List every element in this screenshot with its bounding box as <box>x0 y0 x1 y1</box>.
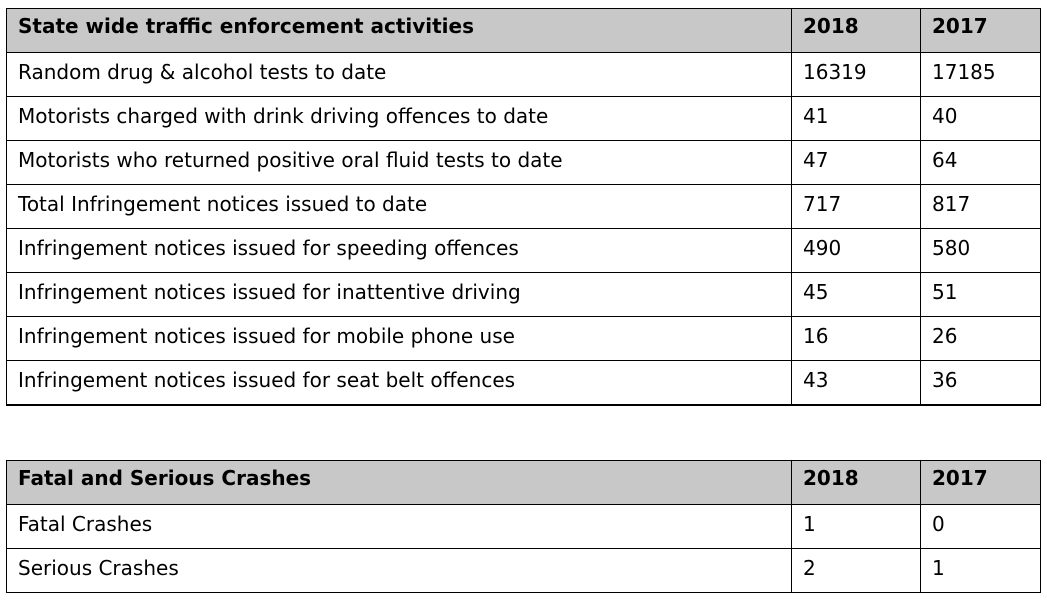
value-2018: 717 <box>792 185 921 229</box>
value-2018: 41 <box>792 97 921 141</box>
enforcement-table <box>6 8 1041 406</box>
row-label: Infringement notices issued for mobile phone use <box>7 317 792 361</box>
table-row <box>7 273 1041 317</box>
row-label: Motorists who returned positive oral fluid tests to date <box>7 141 792 185</box>
table-row <box>7 317 1041 361</box>
column-header-2018: 2018 <box>792 9 921 53</box>
value-2018: 43 <box>792 361 921 405</box>
table-header-row <box>7 9 1041 53</box>
column-header-crashes: Fatal and Serious Crashes <box>7 461 792 505</box>
value-2018: 16319 <box>792 53 921 97</box>
column-header-activity: State wide traffic enforcement activities <box>7 9 792 53</box>
value-2018: 16 <box>792 317 921 361</box>
table-row <box>7 185 1041 229</box>
table-header-row <box>7 461 1041 505</box>
value-2018: 47 <box>792 141 921 185</box>
value-2018: 2 <box>792 549 921 593</box>
value-2018: 1 <box>792 505 921 549</box>
value-2017: 817 <box>921 185 1041 229</box>
row-label: Total Infringement notices issued to date <box>7 185 792 229</box>
value-2017: 51 <box>921 273 1041 317</box>
column-header-2017: 2017 <box>921 461 1041 505</box>
row-label: Motorists charged with drink driving offences to date <box>7 97 792 141</box>
table-row <box>7 53 1041 97</box>
value-2017: 36 <box>921 361 1041 405</box>
table-row <box>7 97 1041 141</box>
value-2018: 45 <box>792 273 921 317</box>
row-label: Fatal Crashes <box>7 505 792 549</box>
table-row <box>7 141 1041 185</box>
column-header-2017: 2017 <box>921 9 1041 53</box>
value-2017: 17185 <box>921 53 1041 97</box>
value-2017: 0 <box>921 505 1041 549</box>
column-header-2018: 2018 <box>792 461 921 505</box>
value-2017: 26 <box>921 317 1041 361</box>
row-label: Infringement notices issued for inattentive driving <box>7 273 792 317</box>
value-2017: 64 <box>921 141 1041 185</box>
value-2017: 40 <box>921 97 1041 141</box>
row-label: Random drug & alcohol tests to date <box>7 53 792 97</box>
table-row <box>7 505 1041 549</box>
row-label: Infringement notices issued for speeding offences <box>7 229 792 273</box>
value-2017: 1 <box>921 549 1041 593</box>
value-2017: 580 <box>921 229 1041 273</box>
table-row <box>7 549 1041 593</box>
table-row <box>7 229 1041 273</box>
row-label: Serious Crashes <box>7 549 792 593</box>
table-row <box>7 361 1041 405</box>
value-2018: 490 <box>792 229 921 273</box>
crashes-table <box>6 460 1041 593</box>
row-label: Infringement notices issued for seat belt offences <box>7 361 792 405</box>
